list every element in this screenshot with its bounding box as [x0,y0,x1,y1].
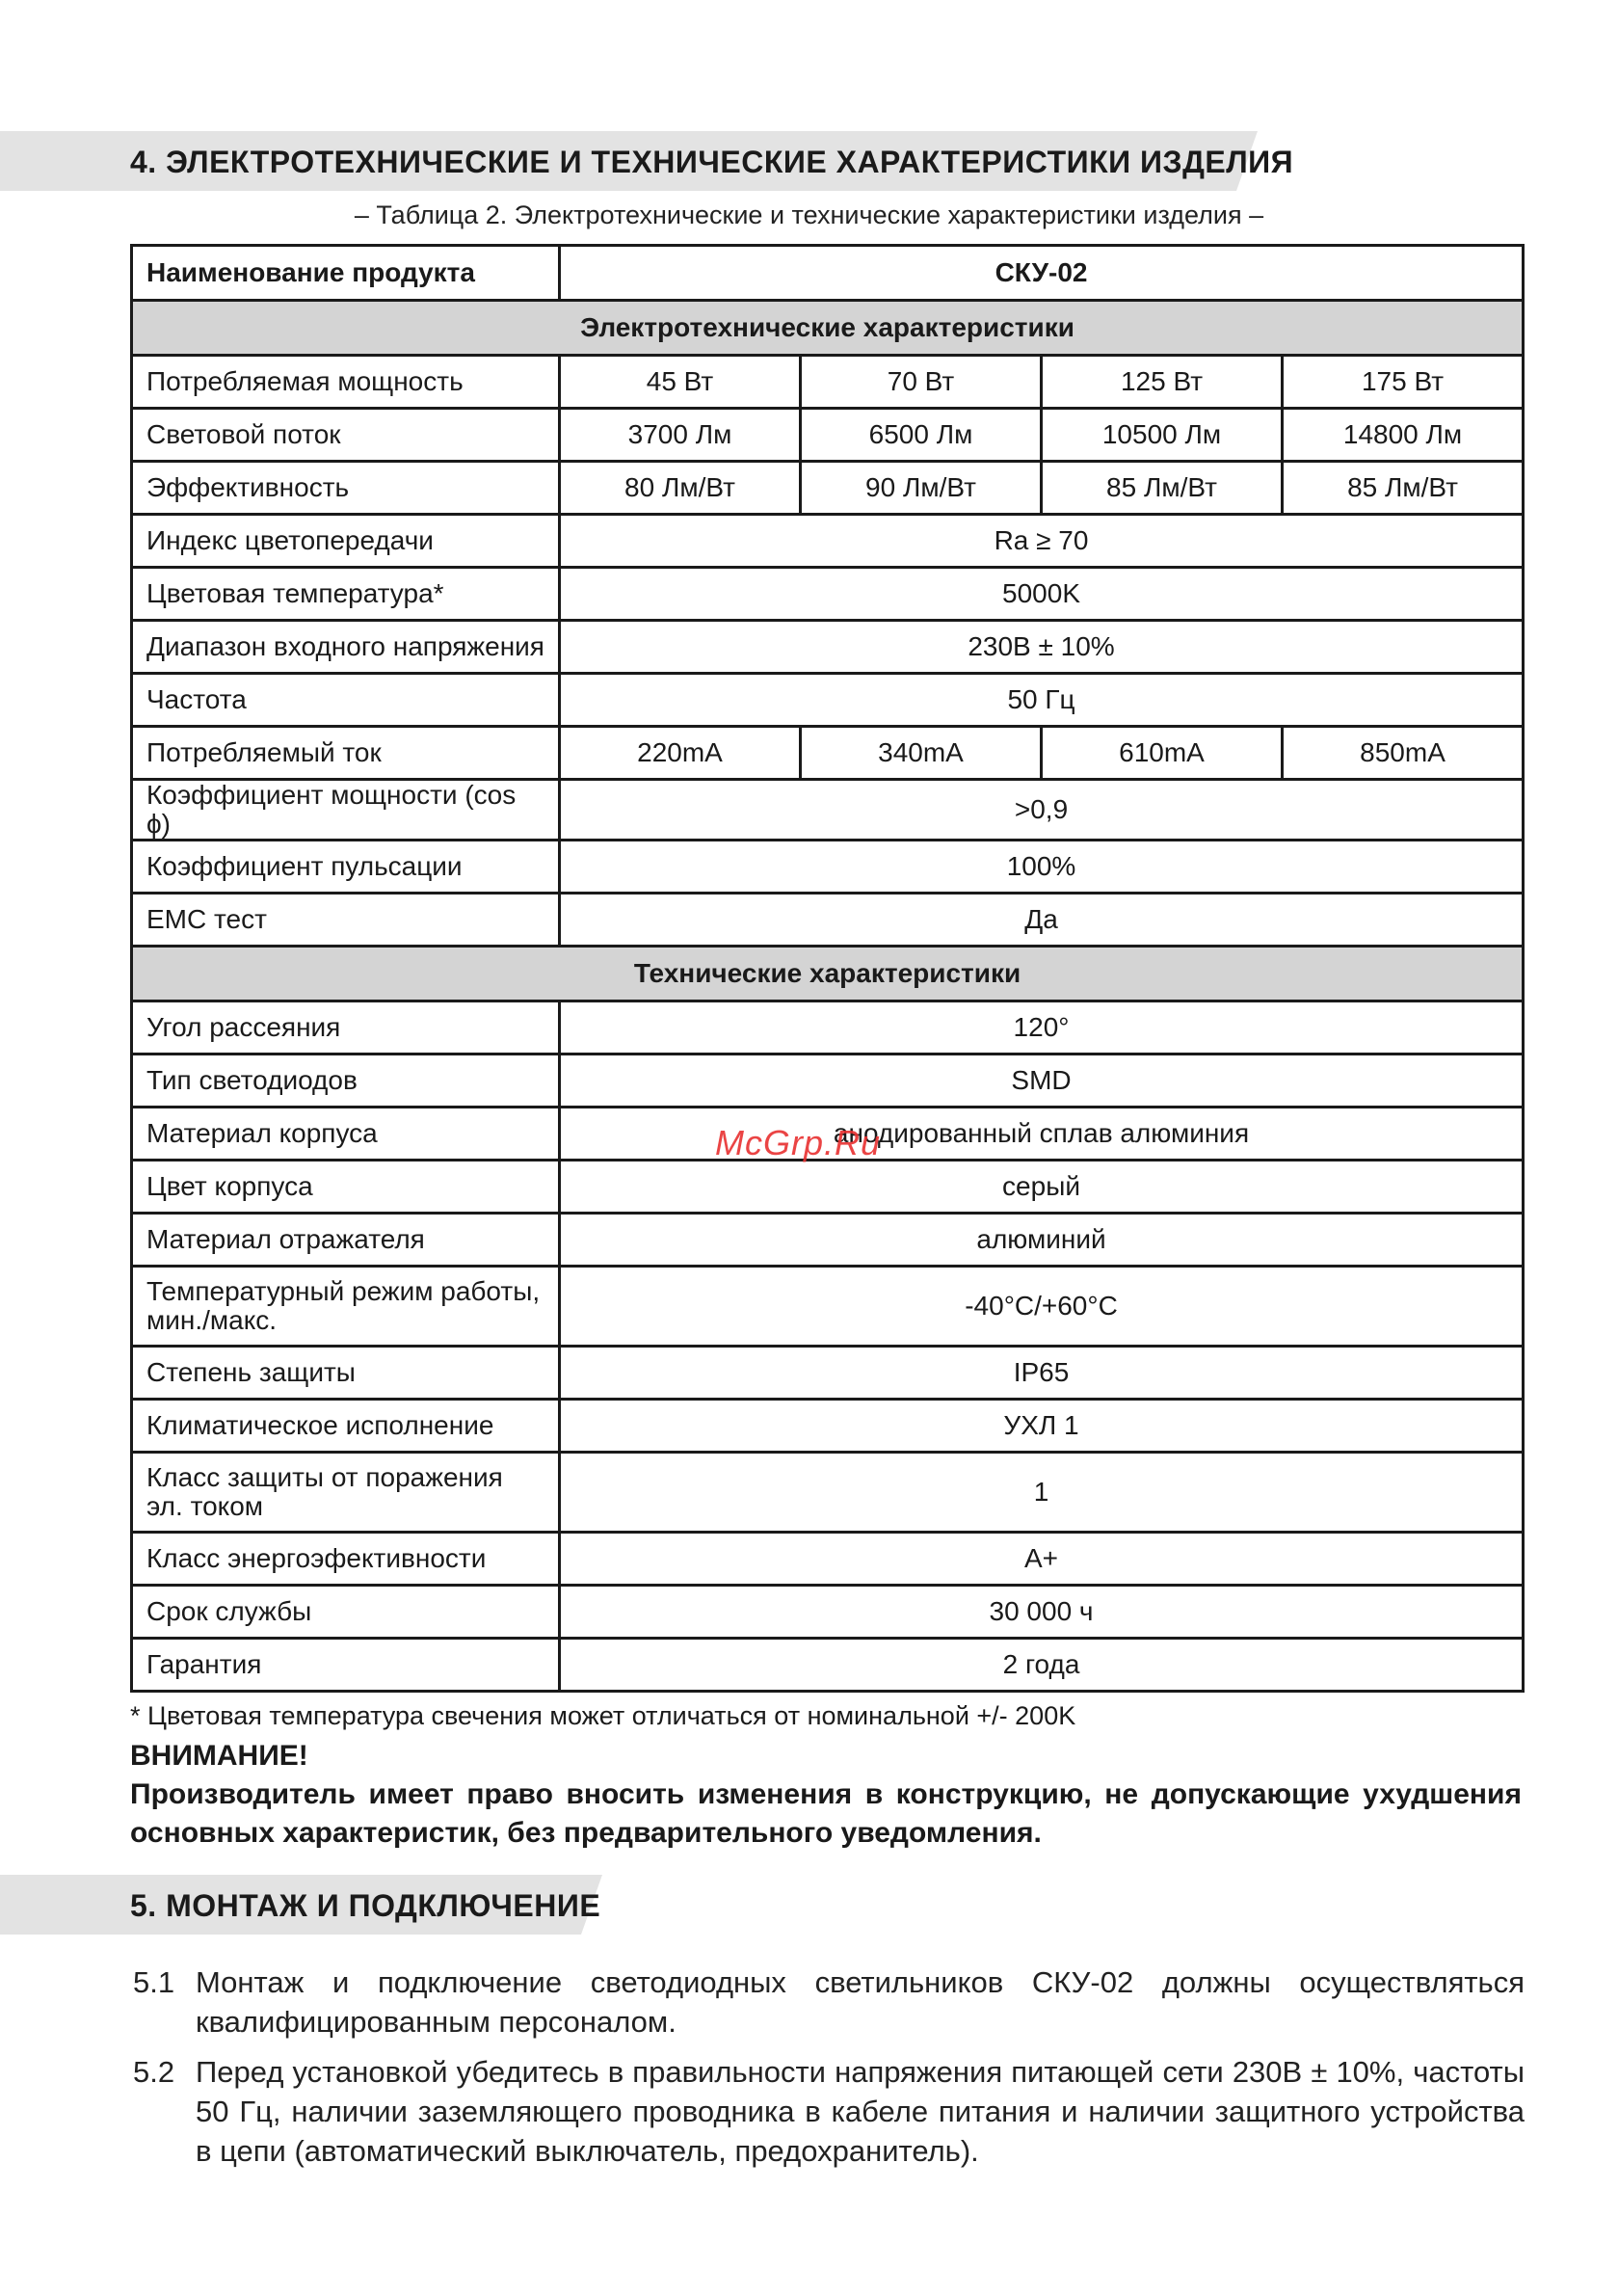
table-row [132,409,1524,462]
cell: УХЛ 1 [560,1400,1524,1453]
row-label: Тип светодиодов [132,1055,560,1108]
table-row [132,1453,1524,1533]
list-item [133,2052,1525,2171]
section-technical-label: Технические характеристики [132,947,1524,1001]
cell: серый [560,1161,1524,1214]
warning-title: ВНИМАНИЕ! [130,1740,308,1772]
table-row [132,727,1524,780]
cell: анодированный сплав алюминия [560,1108,1524,1161]
list-item [133,1962,1525,2042]
cell: 850mA [1283,727,1524,780]
table-row [132,1639,1524,1692]
section4-title: 4. ЭЛЕКТРОТЕХНИЧЕСКИЕ И ТЕХНИЧЕСКИЕ ХАРАКТЕРИСТИКИ ИЗДЕЛИЯ [130,145,1294,179]
section-row-electrical [132,301,1524,356]
table-row [132,1533,1524,1586]
row-label: Диапазон входного напряжения [132,621,560,674]
table-row [132,841,1524,894]
item-number: 5.1 [133,1965,175,1999]
table-row [132,894,1524,947]
cell: 100% [560,841,1524,894]
section5-title: 5. МОНТАЖ И ПОДКЛЮЧЕНИЕ [130,1888,601,1923]
row-label [132,1267,560,1347]
cell: алюминий [560,1214,1524,1267]
item-text: Перед установкой убедитесь в правильности напряжения питающей сети 230В ± 10%, частоты 50 Гц, наличии заземляющего проводника в кабеле питания и наличии защитного устройства в цепи (автоматический выключатель, предохранитель). [196,2055,1525,2168]
row-label: Гарантия [132,1639,560,1692]
cell: 14800 Лм [1283,409,1524,462]
cell: 85 Лм/Вт [1042,462,1283,515]
cell: 70 Вт [801,356,1042,409]
table-row [132,1055,1524,1108]
cell: 5000K [560,568,1524,621]
row-label: Материал отражателя [132,1214,560,1267]
cell: IP65 [560,1347,1524,1400]
row-label: Световой поток [132,409,560,462]
row-label: Климатическое исполнение [132,1400,560,1453]
footnote: * Цветовая температура свечения может отличаться от номинальной +/- 200K [130,1701,1076,1730]
cell: 230В ± 10% [560,621,1524,674]
row-label-line1: Температурный режим работы, [146,1276,541,1306]
table-row [132,462,1524,515]
cell: 45 Вт [560,356,801,409]
row-label: Коэффициент пульсации [132,841,560,894]
cell: -40°C/+60°C [560,1267,1524,1347]
cell: 125 Вт [1042,356,1283,409]
row-label: Срок службы [132,1586,560,1639]
row-label: Эффективность [132,462,560,515]
cell: 610mA [1042,727,1283,780]
row-label-line2: мин./макс. [146,1305,278,1335]
row-label: Потребляемая мощность [132,356,560,409]
cell: 10500 Лм [1042,409,1283,462]
cell: >0,9 [560,780,1524,841]
cell: SMD [560,1055,1524,1108]
cell: Ra ≥ 70 [560,515,1524,568]
table-row [132,1400,1524,1453]
table-caption: – Таблица 2. Электротехнические и технические характеристики изделия – [354,200,1264,229]
table-row [132,1214,1524,1267]
row-label: Цвет корпуса [132,1161,560,1214]
watermark: McGrp.Ru [715,1123,882,1162]
cell: 340mA [801,727,1042,780]
cell: 30 000 ч [560,1586,1524,1639]
row-label: Угол рассеяния [132,1001,560,1055]
row-label: Степень защиты [132,1347,560,1400]
cell: 3700 Лм [560,409,801,462]
cell: 6500 Лм [801,409,1042,462]
row-label: Материал корпуса [132,1108,560,1161]
table-row [132,356,1524,409]
header-label: Наименование продукта [132,246,560,301]
row-label-line1: Класс защиты от поражения [146,1462,503,1492]
row-label: Потребляемый ток [132,727,560,780]
section-electrical-label: Электротехнические характеристики [132,301,1524,356]
item-number: 5.2 [133,2055,175,2089]
cell: Да [560,894,1524,947]
cell: 120° [560,1001,1524,1055]
cell: 220mA [560,727,801,780]
table-row [132,1001,1524,1055]
item-text: Монтаж и подключение светодиодных светильников СКУ-02 должны осуществляться квалифицированным персоналом. [196,1965,1525,2039]
cell: 50 Гц [560,674,1524,727]
row-label: Коэффициент мощности (cos ϕ) [132,780,560,841]
table-row [132,1267,1524,1347]
table-row [132,1586,1524,1639]
cell: 85 Лм/Вт [1283,462,1524,515]
table-row [132,621,1524,674]
table-header-row [132,246,1524,301]
row-label: Цветовая температура* [132,568,560,621]
table-row [132,568,1524,621]
table-row [132,780,1524,841]
cell: 80 Лм/Вт [560,462,801,515]
cell: А+ [560,1533,1524,1586]
spec-table [130,244,1525,1693]
table-row [132,515,1524,568]
row-label: EMC тест [132,894,560,947]
row-label: Частота [132,674,560,727]
row-label: Индекс цветопередачи [132,515,560,568]
cell: 1 [560,1453,1524,1533]
table-row [132,1347,1524,1400]
header-value: СКУ-02 [560,246,1524,301]
cell: 175 Вт [1283,356,1524,409]
row-label: Класс энергоэфективности [132,1533,560,1586]
table-row [132,1161,1524,1214]
section-row-technical [132,947,1524,1001]
warning-text: Производитель имеет право вносить изменения в конструкцию, не допускающие ухудшения основных характеристик, без предварительного уведомления. [130,1778,1522,1849]
table-row [132,674,1524,727]
cell: 2 года [560,1639,1524,1692]
row-label [132,1453,560,1533]
cell: 90 Лм/Вт [801,462,1042,515]
row-label-line2: эл. током [146,1491,264,1521]
